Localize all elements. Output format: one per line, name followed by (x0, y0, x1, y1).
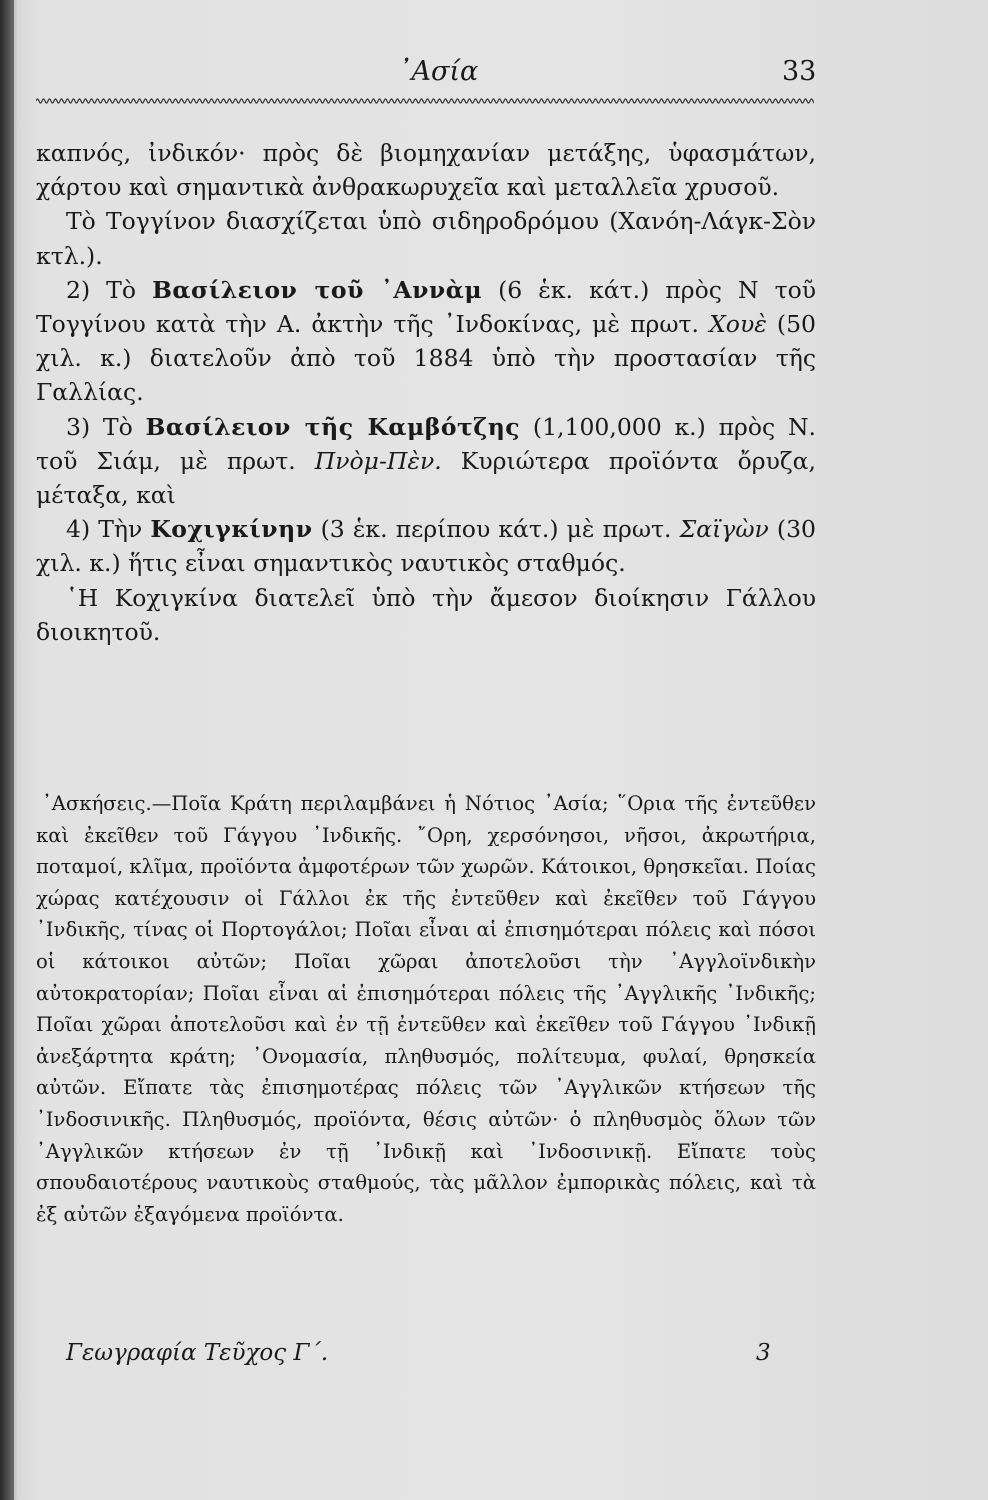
annam-heading: Βασίλειον τοῦ ᾿Αννὰμ (152, 275, 483, 304)
paragraph-2: Τὸ Τογγίνον διασχίζεται ὑπὸ σιδηροδρόμου (Χανόη-Λάγκ-Σὸν κτλ.). (36, 207, 816, 270)
cochinchina-heading: Κοχιγκίνην (150, 515, 313, 544)
exercises-text: ᾿Ασκήσεις.—Ποῖα Κράτη περιλαμβάνει ἡ Νότιος ᾿Ασία; ῞Ορια τῆς ἐντεῦθεν καὶ ἐκεῖθεν τοῦ Γάγγου ᾿Ινδικῆς. ῎Ορη, χερσόνησοι, νῆσοι, ἀκρωτήρια, ποταμοί, κλῖμα, προϊόντα ἀμφοτέρων τῶν χωρῶν. Κάτοικοι, θρησκεῖαι. Ποίας χώρας κατέχουσιν οἱ Γάλλοι ἐκ τῆς ἐντεῦθεν καὶ ἐκεῖθεν τοῦ Γάγγου ᾿Ινδικῆς, τίνας οἱ Πορτογάλοι; Ποῖαι εἶναι αἱ ἐπισημότεραι πόλεις καὶ πόσοι οἱ κάτοικοι αὐτῶν; Ποῖαι χῶραι ἀποτελοῦσι τὴν ᾿Αγγλοϊνδικὴν αὐτοκρατορίαν; Ποῖαι εἶναι αἱ ἐπισημότεραι πόλεις τῆς ᾿Αγγλικῆς ᾿Ινδικῆς; Ποῖαι χῶραι ἀποτελοῦσι καὶ ἐν τῇ ἐντεῦθεν καὶ ἐκεῖθεν τοῦ Γάγγου ᾿Ινδικῇ ἀνεξάρτητα κράτη; ᾿Ονομασία, πληθυσμός, πολίτευμα, φυλαί, θρησκεία αὐτῶν. Εἴπατε τὰς ἐπισημοτέρας πόλεις τῶν ᾿Αγγλικῶν κτήσεων τῆς ᾿Ινδοσινικῆς. Πληθυσμός, προϊόντα, θέσις αὐτῶν· ὁ πληθυσμὸς ὅλων τῶν ᾿Αγγλικῶν κτήσεων ἐν τῇ ᾿Ινδικῇ καὶ ᾿Ινδοσινικῇ. Εἴπατε τοὺς σπουδαιοτέρους ναυτικοὺς σταθμούς, τὰς μᾶλλον ἐμπορικὰς πόλεις, καὶ τὰ ἐξ αὐτῶν ἐξαγόμενα προϊόντα. (36, 792, 816, 1226)
cochinchina-capital: Σαϊγὼν (679, 515, 769, 544)
cambodia-capital: Πνὸμ-Πὲν. (314, 446, 442, 475)
exercises-section (36, 788, 816, 1230)
running-head (0, 52, 988, 92)
main-text (36, 136, 816, 649)
cambodia-text-2: Κυριώτερα προϊόντα ὄρυζα, μέταξα, καὶ (36, 446, 816, 510)
footer-title: Γεωγραφία Τεῦχος Γ΄. (66, 1340, 329, 1366)
paragraph-1-line-2: χάρτου καὶ σημαντικὰ ἀνθρακωρυχεῖα καὶ μεταλλεῖα χρυσοῦ. (36, 173, 780, 202)
paragraph-cambodia (36, 410, 816, 513)
annam-capital: Χουὲ (709, 310, 767, 339)
page-footer (0, 1340, 988, 1380)
annam-text-2: (50 χιλ. κ.) διατελοῦν ἀπὸ τοῦ 1884 ὑπὸ τὴν προστασίαν τῆς Γαλλίας. (36, 310, 816, 407)
cambodia-heading: Βασίλειον τῆς Καμβότζης (145, 412, 521, 441)
cambodia-prefix: 3) Τὸ (66, 412, 146, 441)
paragraph-1 (36, 136, 816, 204)
paragraph-cochinchina (36, 512, 816, 580)
paragraph-1-line-1: καπνός, ἰνδικόν· πρὸς δὲ βιομηχανίαν μετάξης, ὑφασμάτων, (36, 139, 816, 167)
header-title: ᾿Ασία (398, 56, 479, 87)
annam-prefix: 2) Τὸ (66, 275, 153, 304)
page-gutter-shadow (0, 0, 14, 1500)
paragraph-administration: ῾Η Κοχιγκίνα διατελεῖ ὑπὸ τὴν ἄμεσον διοίκησιν Γάλλου διοικητοῦ. (36, 583, 816, 646)
cochinchina-prefix: 4) Τὴν (66, 515, 151, 544)
page-number: 33 (782, 56, 817, 87)
cambodia-text-1: (1,100,000 κ.) πρὸς Ν. τοῦ Σιάμ, μὲ πρωτ. (36, 412, 816, 475)
decorative-wavy-rule (36, 96, 814, 106)
annam-text-1: (6 ἑκ. κάτ.) πρὸς Ν τοῦ Τογγίνου κατὰ τὴν Α. ἀκτὴν τῆς ᾿Ινδοκίνας, μὲ πρωτ. (36, 275, 816, 339)
signature-mark: 3 (756, 1340, 771, 1366)
cochinchina-text-1: (3 ἑκ. περίπου κάτ.) μὲ πρωτ. (312, 515, 680, 544)
paragraph-annam (36, 273, 816, 410)
cochinchina-text-2: (30 χιλ. κ.) ἥτις εἶναι σημαντικὸς ναυτικὸς σταθμός. (36, 515, 816, 578)
